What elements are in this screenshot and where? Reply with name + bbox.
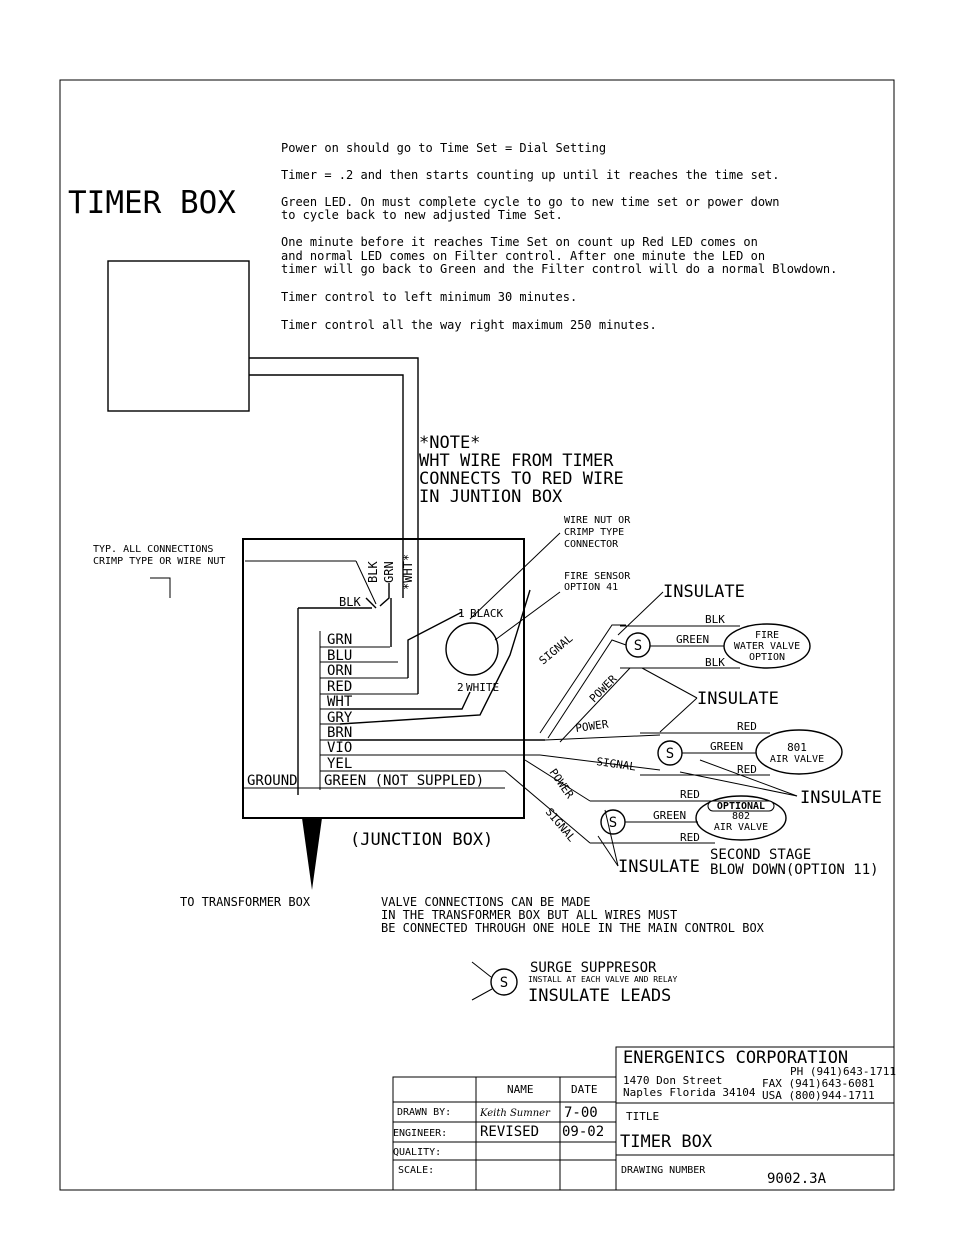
green-not-supplied: GREEN (NOT SUPPLED) (324, 773, 485, 789)
note-line: to cycle back to new adjusted Time Set. (281, 208, 563, 222)
surge-sub: INSTALL AT EACH VALVE AND RELAY (528, 975, 678, 984)
dwg-number: 9002.3A (767, 1171, 827, 1187)
fire-blk-label: BLK (705, 613, 725, 626)
note-line: Timer control all the way right maximum 250 minutes. (281, 318, 657, 332)
timer-box (108, 261, 249, 411)
wire-nut-note: CONNECTOR (564, 539, 619, 550)
note-box (419, 433, 624, 507)
signal-label: SIGNAL (595, 755, 637, 774)
v802-red-label: RED (680, 788, 700, 801)
v801-text: AIR VALVE (769, 754, 825, 765)
company-address: 1470 Don Street (623, 1074, 723, 1087)
valve-conn-note: VALVE CONNECTIONS CAN BE MADE (381, 895, 591, 909)
fire-valve-text: OPTION (748, 652, 786, 663)
row-label: SCALE: (398, 1165, 435, 1176)
notes-block (281, 141, 837, 332)
v802-green-label: GREEN (653, 809, 687, 822)
v802-signal (505, 771, 590, 843)
engineer-date: 09-02 (562, 1124, 605, 1140)
row-label: QUALITY: (393, 1147, 442, 1158)
surge-title: SURGE SUPPRESOR (530, 960, 657, 976)
to-transformer-label: TO TRANSFORMER BOX (180, 895, 311, 909)
drawn-by-name: Keith Sumner (480, 1108, 550, 1119)
fire-green-label: GREEN (676, 633, 710, 646)
typ-note: TYP. ALL CONNECTIONS (93, 544, 214, 555)
surge-s: S (665, 746, 675, 762)
v802-text: OPTIONAL (716, 801, 766, 812)
note-line: Timer = .2 and then starts counting up until it reaches the time set. (281, 168, 780, 182)
junction-wire-labels (327, 632, 353, 772)
fire-sensor-note: FIRE SENSOR (564, 571, 631, 582)
surge-legend-s: S (499, 975, 509, 991)
v802-text: 802 (731, 811, 751, 822)
power-label: POWER (546, 766, 577, 801)
wire-label: BLU (327, 648, 353, 664)
second-stage: SECOND STAGE (710, 847, 812, 863)
drawn-by-date: 7-00 (564, 1105, 598, 1121)
sensor-black: BLACK (470, 607, 504, 620)
second-stage: BLOW DOWN(OPTION 11) (710, 862, 879, 878)
fire-valve-text: FIRE (754, 630, 780, 641)
junction-box-label: (JUNCTION BOX) (350, 830, 494, 850)
fire-blk-label: BLK (705, 656, 725, 669)
top-wire-label: BLK (366, 561, 380, 583)
company-phone: PH (941)643-1711 (790, 1065, 896, 1078)
note-box-line: WHT WIRE FROM TIMER (419, 451, 614, 471)
v801-text: 801 (787, 741, 807, 754)
sensor-num-1: 1 (458, 607, 465, 620)
typ-note: CRIMP TYPE OR WIRE NUT (93, 556, 226, 567)
wire-nut-leader (470, 533, 560, 619)
note-box-line: *NOTE* (419, 433, 481, 453)
drawing-title: TIMER BOX (68, 185, 236, 221)
engineer-name: REVISED (480, 1124, 540, 1140)
note-box-line: CONNECTS TO RED WIRE (419, 469, 624, 489)
surge-s: S (633, 638, 643, 654)
title-label: TITLE (626, 1110, 660, 1123)
wire-label: GRN (327, 632, 353, 648)
sensor-lead-white (340, 692, 470, 709)
v802-text: AIR VALVE (713, 822, 769, 833)
wire-label: GRY (327, 710, 353, 726)
v802-red-label: RED (680, 831, 700, 844)
wire-label: WHT (327, 694, 353, 710)
v801-red-label: RED (737, 720, 757, 733)
note-line: Green LED. On must complete cycle to go to new time set or power down (281, 195, 780, 209)
crimp-symbol (150, 578, 170, 598)
company-phone: FAX (941)643-6081 (762, 1077, 875, 1090)
col-name: NAME (507, 1083, 534, 1096)
surge-legend-lead (472, 962, 491, 977)
grn-drop (380, 583, 389, 606)
surge-s: S (608, 815, 618, 831)
valve-conn-note: BE CONNECTED THROUGH ONE HOLE IN THE MAIN CONTROL BOX (381, 921, 764, 935)
note-line: Timer control to left minimum 30 minutes. (281, 290, 578, 304)
col-date: DATE (571, 1083, 598, 1096)
valve-conn-note: IN THE TRANSFORMER BOX BUT ALL WIRES MUST (381, 908, 678, 922)
company-phone: USA (800)944-1711 (762, 1089, 875, 1102)
blk-label: BLK (339, 595, 361, 609)
ground-label: GROUND (247, 773, 298, 789)
insulate-label: INSULATE (663, 582, 745, 602)
insulate-leader (660, 698, 697, 732)
fire-sensor-note: OPTION 41 (564, 582, 619, 593)
insulate-label: INSULATE (800, 788, 882, 808)
insulate-label: INSULATE (697, 689, 779, 709)
note-line: Power on should go to Time Set = Dial Setting (281, 141, 607, 155)
wire-label: ORN (327, 663, 353, 679)
sensor-white: WHITE (466, 681, 500, 694)
to-transformer-arrow (302, 818, 322, 890)
top-wire-label: *WHT* (401, 553, 415, 590)
v801-red-label: RED (737, 763, 757, 776)
fire-valve-text: WATER VALVE (733, 641, 801, 652)
sensor-num-2: 2 (457, 681, 464, 694)
insulate-label: INSULATE (618, 857, 700, 877)
v801-green-label: GREEN (710, 740, 744, 753)
row-label: DRAWN BY: (397, 1107, 452, 1118)
fire-sensor (446, 623, 498, 675)
note-line: timer will go back to Green and the Filter control will do a normal Blowdown. (281, 262, 838, 276)
top-wire-label: GRN (382, 561, 396, 583)
signal-label: SIGNAL (536, 631, 576, 668)
note-box-line: IN JUNTION BOX (419, 487, 563, 507)
v801-power (545, 735, 660, 740)
wire-nut-note: CRIMP TYPE (564, 527, 625, 538)
wire-nut-note: WIRE NUT OR (564, 515, 631, 526)
title-block (393, 1047, 896, 1190)
dwg-label: DRAWING NUMBER (621, 1165, 706, 1176)
junction-wire-lines (320, 631, 540, 790)
company-name: ENERGENICS CORPORATION (623, 1048, 849, 1068)
signal-label: SIGNAL (542, 805, 579, 845)
surge-leads: INSULATE LEADS (528, 986, 672, 1006)
wire-label: VIO (327, 740, 353, 756)
surge-legend-lead (472, 989, 492, 1000)
wire-label: RED (327, 679, 353, 695)
power-label: POWER (586, 672, 620, 706)
blk-wire-end (366, 598, 376, 608)
row-label: ENGINEER: (393, 1128, 448, 1139)
title-value: TIMER BOX (620, 1132, 713, 1152)
note-line: and normal LED comes on Filter control. After one minute the LED on (281, 249, 766, 263)
company-address: Naples Florida 34104 (623, 1086, 756, 1099)
insulate-leader (642, 668, 697, 698)
wire-label: BRN (327, 725, 353, 741)
insulate-leader (618, 592, 663, 635)
note-line: One minute before it reaches Time Set on count up Red LED comes on (281, 235, 758, 249)
wire-label: YEL (327, 756, 353, 772)
power-label: POWER (574, 717, 610, 735)
